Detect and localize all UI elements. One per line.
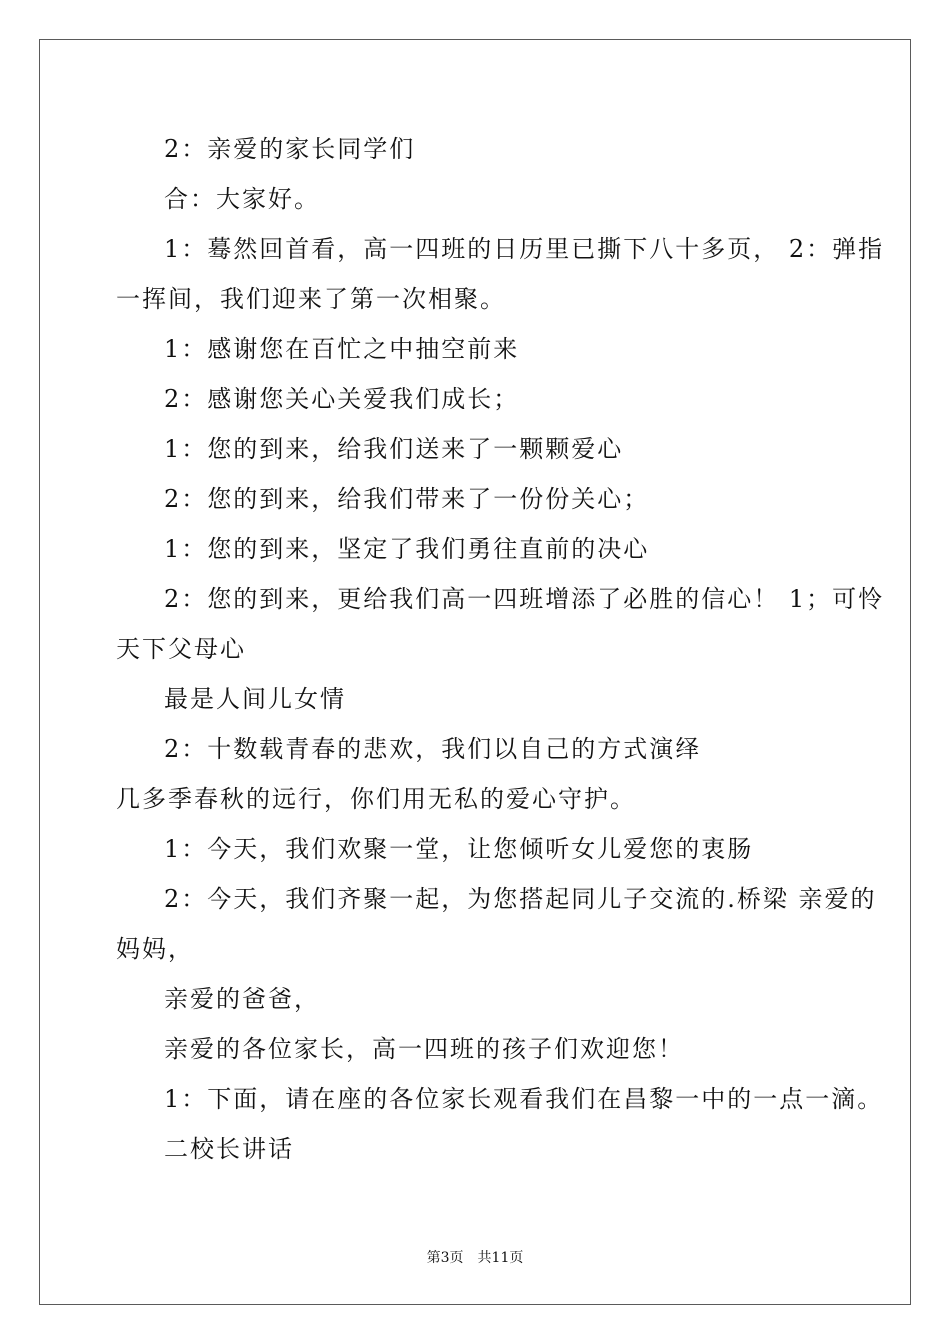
paragraph: 1：感谢您在百忙之中抽空前来 bbox=[164, 335, 520, 363]
paragraph: 2：您的到来，更给我们高一四班增添了必胜的信心！ 1；可怜 bbox=[164, 585, 885, 613]
paragraph: 2：十数载青春的悲欢，我们以自己的方式演绎 bbox=[164, 735, 702, 763]
paragraph-continuation: 一挥间，我们迎来了第一次相聚。 bbox=[116, 285, 506, 313]
paragraph: 二校长讲话 bbox=[164, 1135, 294, 1163]
paragraph: 1：您的到来，坚定了我们勇往直前的决心 bbox=[164, 535, 650, 563]
paragraph: 1：您的到来，给我们送来了一颗颗爱心 bbox=[164, 435, 624, 463]
paragraph: 亲爱的各位家长，高一四班的孩子们欢迎您！ bbox=[164, 1035, 684, 1063]
total-pages: 共11页 bbox=[477, 1250, 524, 1266]
document-body bbox=[116, 124, 885, 1174]
paragraph-continuation: 天下父母心 bbox=[116, 635, 246, 663]
current-page-number: 第3页 bbox=[426, 1250, 464, 1266]
paragraph: 1：下面，请在座的各位家长观看我们在昌黎一中的一点一滴。 bbox=[164, 1085, 884, 1113]
paragraph-continuation: 几多季春秋的远行，你们用无私的爱心守护。 bbox=[116, 785, 636, 813]
paragraph: 2：今天，我们齐聚一起，为您搭起同儿子交流的.桥梁 亲爱的 bbox=[164, 885, 877, 913]
paragraph: 2：您的到来，给我们带来了一份份关心； bbox=[164, 485, 650, 513]
paragraph: 1：今天，我们欢聚一堂，让您倾听女儿爱您的衷肠 bbox=[164, 835, 754, 863]
paragraph: 合：大家好。 bbox=[164, 185, 320, 213]
paragraph: 1：蓦然回首看，高一四班的日历里已撕下八十多页， 2：弹指 bbox=[164, 235, 885, 263]
paragraph: 2：感谢您关心关爱我们成长； bbox=[164, 385, 520, 413]
paragraph: 2：亲爱的家长同学们 bbox=[164, 135, 416, 163]
paragraph: 最是人间儿女情 bbox=[164, 685, 346, 713]
paragraph: 亲爱的爸爸， bbox=[164, 985, 320, 1013]
paragraph-continuation: 妈妈， bbox=[116, 935, 194, 963]
page-footer bbox=[0, 1248, 950, 1268]
